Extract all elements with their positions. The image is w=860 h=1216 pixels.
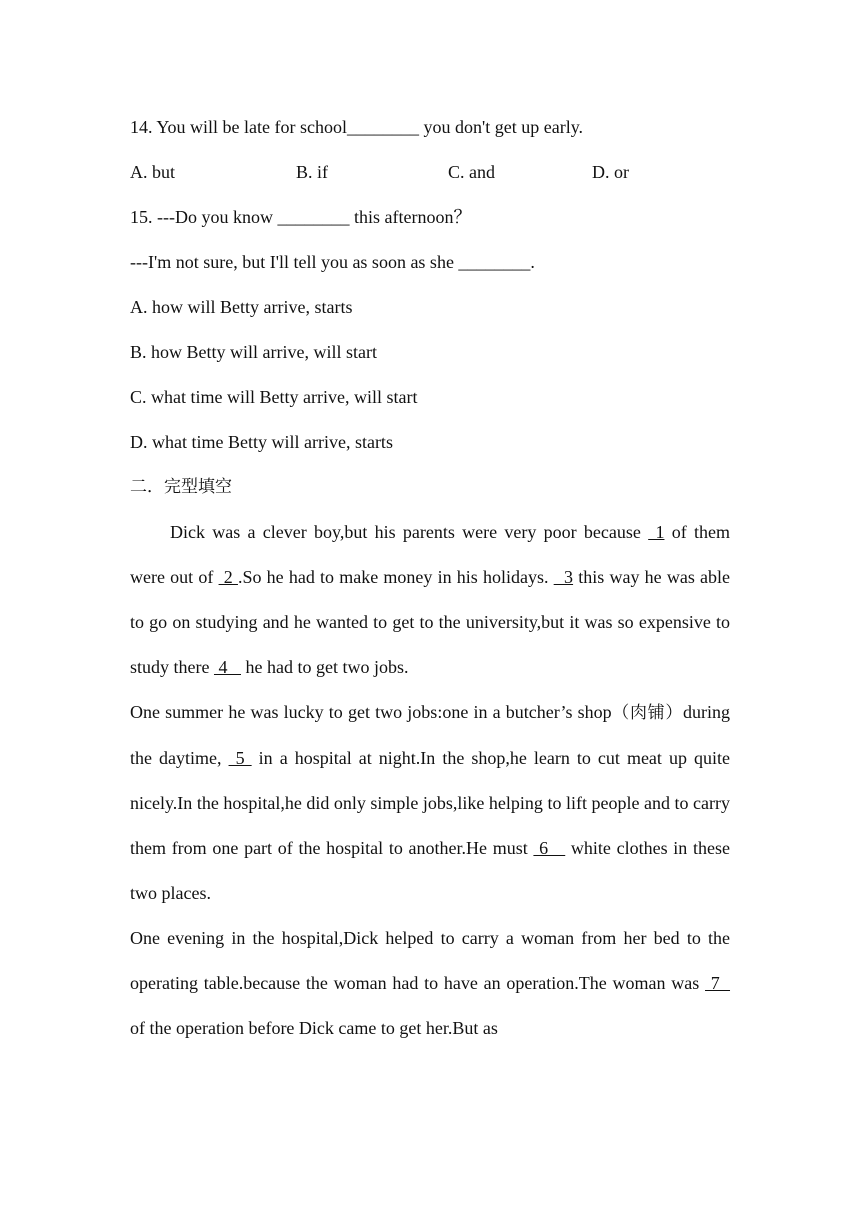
passage-text: he had to get two jobs. [240,657,409,677]
passage-paragraph-3 [130,916,730,1051]
passage-text: this way he was able to go on studying and he wanted to get to the university,but it was so expensive to study there [130,567,730,677]
passage-text: One summer he was lucky to get two jobs:one in a butcher’s shop [130,702,612,722]
q15-option-b: B. how Betty will arrive, will start [130,342,377,362]
blank-3: 3 [553,567,574,587]
blank-1: 1 [648,522,665,542]
q14-option-a: A. but [130,162,175,182]
passage-text: .So he had to make money in his holidays. [237,567,554,587]
q15-option-d: D. what time Betty will arrive, starts [130,432,393,452]
question-15-reply: ---I'm not sure, but I'll tell you as soon as she ________. [130,252,535,272]
document-body [130,105,730,1051]
question-14-stem: 14. You will be late for school________ you don't get up early. [130,117,584,137]
passage-text: Dick was a clever boy,but his parents were very poor because [170,522,649,542]
section-title: 二．完型填空 [130,477,232,497]
passage-text: in a hospital at night.In the shop,he learn to cut meat up quite nicely.In the hospital,he did only simple jobs,like helping to lift people and to carry them from one part of the hospital to another.He must [130,748,730,858]
passage-paragraph-1 [130,510,730,690]
q15-option-a: A. how will Betty arrive, starts [130,297,353,317]
q15-option-c: C. what time will Betty arrive, will start [130,387,418,407]
passage-text: of them were out of [130,522,730,587]
blank-6: 6 [533,838,566,858]
blank-5: 5 [228,748,252,768]
blank-7: 7 [705,973,731,993]
q14-option-c: C. and [448,162,495,182]
passage-text: white clothes in these two places. [130,838,730,903]
passage-cjk-gloss: （肉铺） [611,703,683,723]
question-15-stem: 15. ---Do you know ________ this afternoon？ [130,207,472,227]
blank-2: 2 [218,567,238,587]
passage-text: of the operation before Dick came to get her.But as [130,1018,498,1038]
passage-text: during the daytime, [130,702,730,768]
passage-paragraph-2 [130,690,730,916]
passage-text: One evening in the hospital,Dick helped to carry a woman from her bed to the operating table.because the woman had to have an operation.The woman was [130,928,730,993]
question-14-options [130,150,730,195]
blank-4: 4 [213,657,241,677]
q14-option-d: D. or [592,162,629,182]
q14-option-b: B. if [296,162,329,182]
